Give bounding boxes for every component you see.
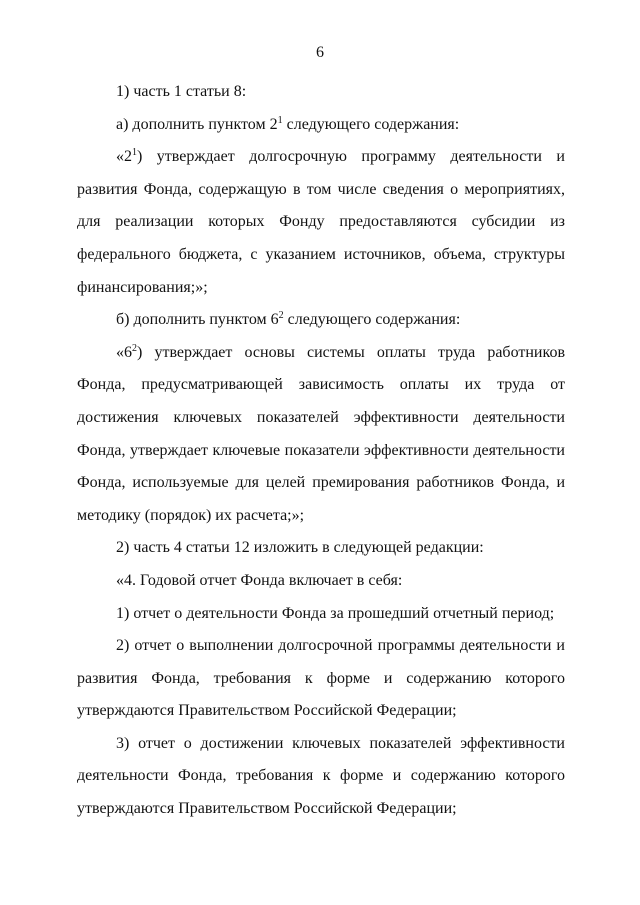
paragraph-4: б) дополнить пунктом $6^2$ следующего содержания: (116, 310, 461, 329)
paragraph-3: «$2^1$) утверждает долгосрочную программу деятельности и развития Фонда, содержащую в том числе сведения о мероприятиях, для реализации которых Фонду предоставляются субсидии из федерального бюджета, с указанием источников, объема, структуры финансирования;»; (77, 147, 565, 296)
document-body (77, 76, 565, 826)
paragraph-1: 1) часть 1 статьи 8: (116, 83, 247, 100)
paragraph-7: «4. Годовой отчет Фонда включает в себя: (116, 571, 403, 589)
paragraph-5: «$6^2$) утверждает основы системы оплаты труда работников Фонда, предусматривающей зависимость оплаты их труда от достижения ключевых показателей эффективности деятельности Фонда, утверждает ключевые показатели эффективности деятельности Фонда, используемые для целей премирования работников Фонда, и методику (порядок) их расчета;»; (77, 342, 565, 524)
page-number: 6 (316, 44, 324, 61)
paragraph-2: а) дополнить пунктом $2^1$ следующего содержания: (116, 114, 460, 133)
paragraph-8: 1) отчет о деятельности Фонда за прошедший отчетный период; (116, 604, 555, 622)
paragraph-9: 2) отчет о выполнении долгосрочной программы деятельности и развития Фонда, требования к форме и содержанию которого утверждаются Правительством Российской Федерации; (77, 637, 565, 720)
paragraph-10: 3) отчет о достижении ключевых показателей эффективности деятельности Фонда, требования к форме и содержанию которого утверждаются Правительством Российской Федерации; (77, 734, 565, 818)
superscript: 2 (278, 310, 284, 322)
superscript: 1 (132, 147, 137, 159)
paragraph-6: 2) часть 4 статьи 12 изложить в следующей редакции: (116, 539, 484, 557)
superscript: 1 (277, 114, 283, 126)
superscript: 2 (132, 342, 137, 354)
